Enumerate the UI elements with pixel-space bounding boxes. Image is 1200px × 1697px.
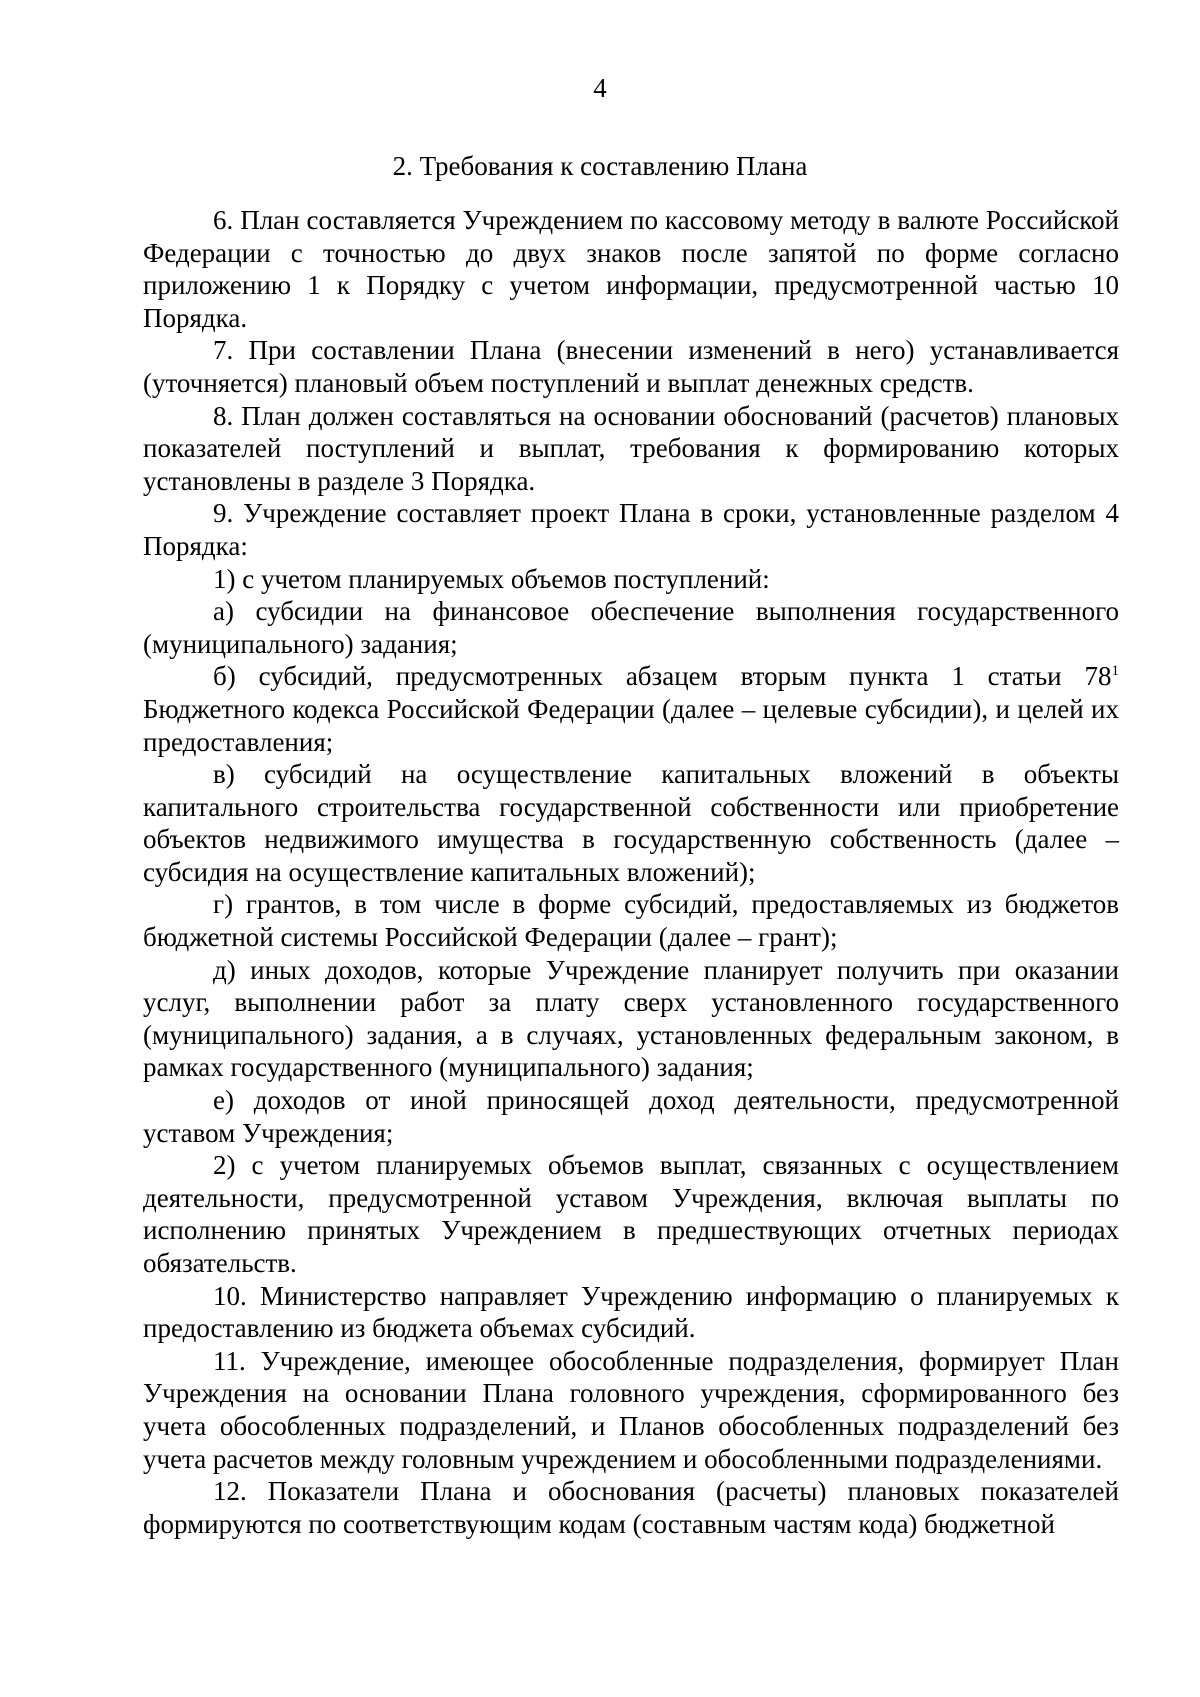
paragraph-7: 7. При составлении Плана (внесении изменений в него) устанавливается (уточняется) плановый объем поступлений и выплат денежных средств. <box>143 335 1119 398</box>
section-title: 2. Требования к составлению Плана <box>392 151 808 181</box>
paragraph-9-item-a: а) субсидии на финансовое обеспечение выполнения государственного (муниципального) задания; <box>143 596 1119 659</box>
paragraph-12: 12. Показатели Плана и обоснования (расчеты) плановых показателей формируются по соответствующим кодам (составным частям кода) бюджетной <box>143 1476 1119 1539</box>
paragraph-6: 6. План составляется Учреждением по кассовому методу в валюте Российской Федерации с точностью до двух знаков после запятой по форме согласно приложению 1 к Порядку с учетом информации, предусмотренной частью 10 Порядка. <box>143 205 1119 333</box>
paragraph-9-item-g: г) грантов, в том числе в форме субсидий, предоставляемых из бюджетов бюджетной системы Российской Федерации (далее – грант); <box>143 889 1119 953</box>
paragraph-9-item-d: д) иных доходов, которые Учреждение планирует получить при оказании услуг, выполнении работ за плату сверх установленного государственного (муниципального) задания, а в случаях, установленных федеральным законом, в рамках государственного (муниципального) задания; <box>143 954 1119 1083</box>
page-number: 4 <box>593 73 607 103</box>
paragraph-9-item-e: е) доходов от иной приносящей доход деятельности, предусмотренной уставом Учреждения; <box>143 1085 1119 1148</box>
paragraph-11: 11. Учреждение, имеющее обособленные подразделения, формирует План Учреждения на основании Плана головного учреждения, сформированного без учета обособленных подразделений, и Планов обособленных подразделений без учета расчетов между головным учреждением и обособленными подразделениями. <box>143 1345 1119 1474</box>
article-superscript: 1 <box>1111 663 1119 680</box>
paragraph-9-item-b <box>143 660 1119 758</box>
paragraph-9-item-v: в) субсидий на осуществление капитальных вложений в объекты капитального строительства государственной собственности или приобретение объектов недвижимого имущества в государственную собственность (далее – субсидия на осуществление капитальных вложений); <box>143 759 1119 887</box>
paragraph-9-item-b-tail: Бюджетного кодекса Российской Федерации (далее – целевые субсидии), и целей их предоставления; <box>143 693 1119 757</box>
paragraph-9-item-1: 1) с учетом планируемых объемов поступлений: <box>213 563 770 594</box>
paragraph-8: 8. План должен составляться на основании обоснований (расчетов) плановых показателей поступлений и выплат, требования к формированию которых установлены в разделе 3 Порядка. <box>143 400 1119 496</box>
paragraph-9: 9. Учреждение составляет проект Плана в сроки, установленные разделом 4 Порядка: <box>143 498 1119 561</box>
paragraph-9-item-b-text: б) субсидий, предусмотренных абзацем вторым пункта 1 статьи 78 <box>213 661 1112 692</box>
paragraph-9-item-2: 2) с учетом планируемых объемов выплат, связанных с осуществлением деятельности, предусмотренной уставом Учреждения, включая выплаты по исполнению принятых Учреждением в предшествующих отчетных периодах обязательств. <box>143 1150 1119 1278</box>
paragraph-10: 10. Министерство направляет Учреждению информацию о планируемых к предоставлению из бюджета объемах субсидий. <box>143 1280 1119 1344</box>
document-body <box>143 204 1119 1540</box>
